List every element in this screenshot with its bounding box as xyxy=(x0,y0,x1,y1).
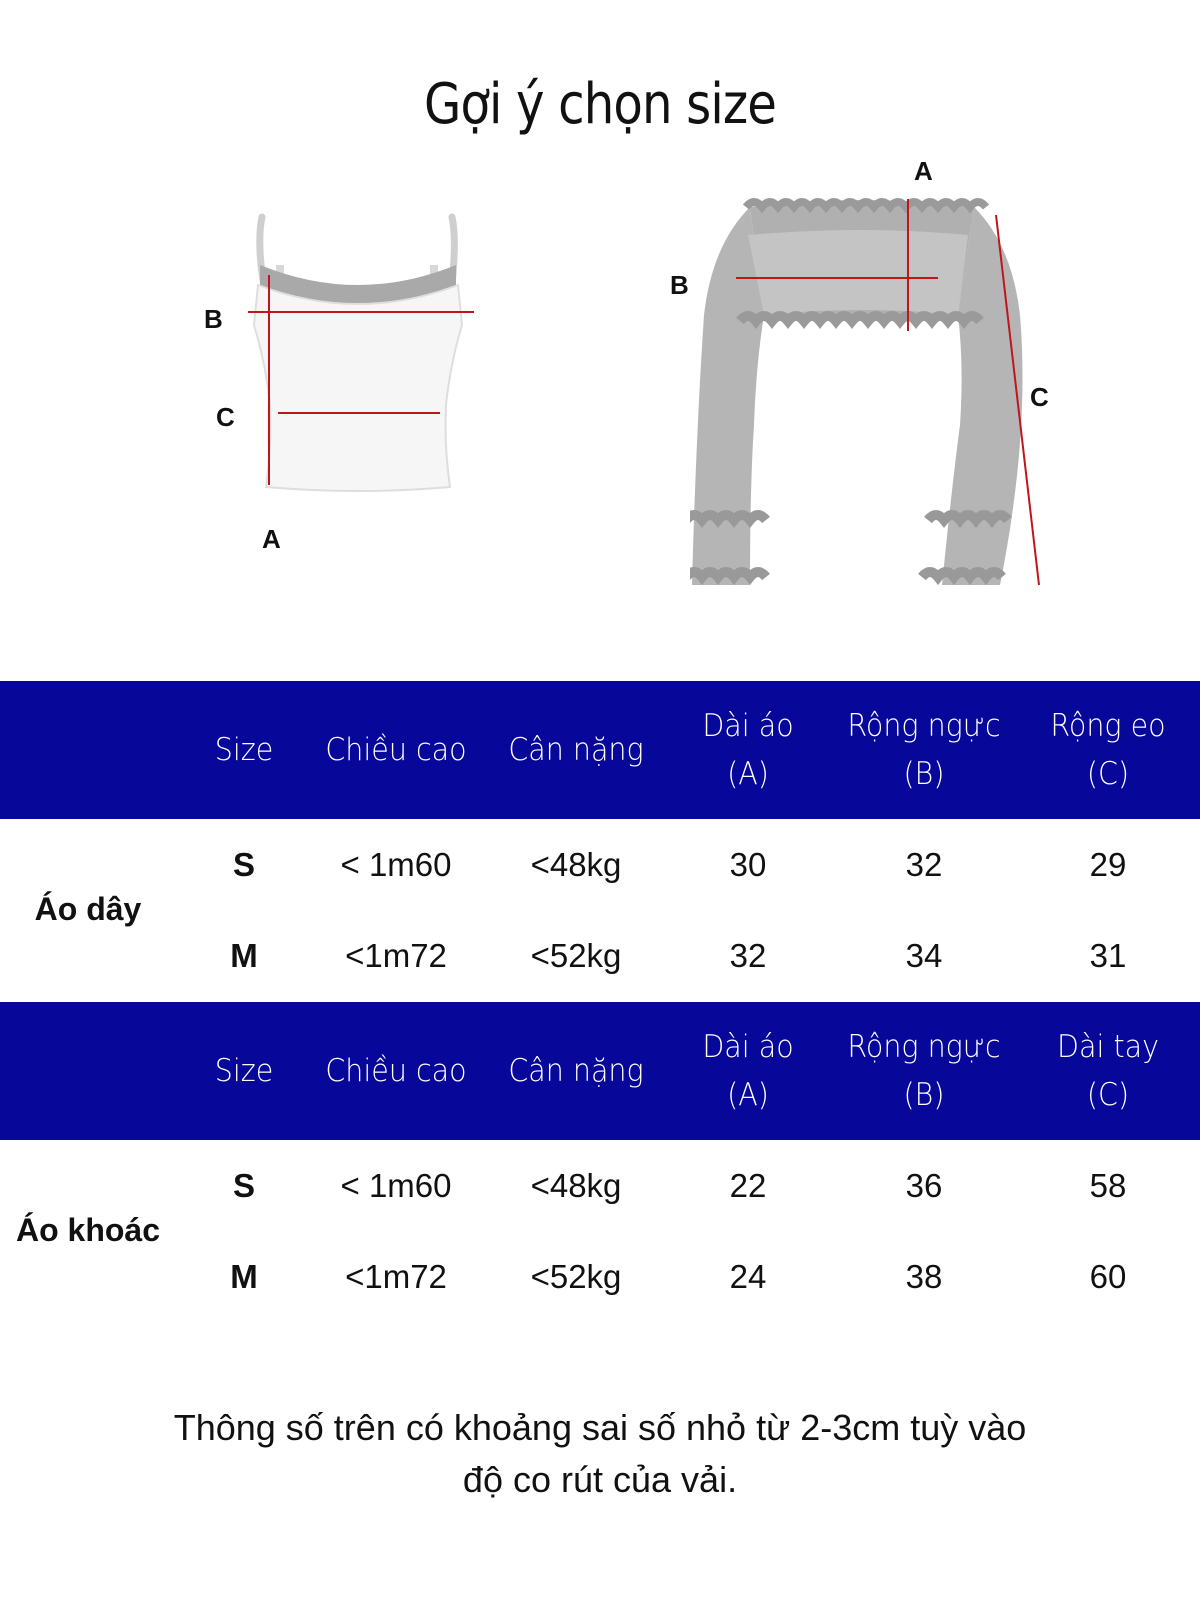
group-label-shrug: Áo khoác xyxy=(15,1212,161,1248)
header-size: Size xyxy=(214,1053,274,1089)
table-header-shrug xyxy=(0,1002,1200,1140)
shrug-label-a: A xyxy=(914,156,933,186)
header-length: Dài áo (A) xyxy=(702,708,794,792)
table-row: S < 1m60 <48kg 30 32 29 xyxy=(232,846,1127,883)
cami-label-a: A xyxy=(262,524,281,554)
header-height: Chiều cao xyxy=(325,732,467,768)
footnote-line-1: Thông số trên có khoảng sai số nhỏ từ 2-3cm tuỳ vào xyxy=(173,1407,1027,1448)
shrug-label-c: C xyxy=(1030,382,1049,412)
footnote-line-2: độ co rút của vải. xyxy=(462,1459,738,1500)
header-sleeve: Dài tay (C) xyxy=(1057,1029,1159,1113)
table-header-cami xyxy=(0,681,1200,819)
table-row: M <1m72 <52kg 24 38 60 xyxy=(230,1258,1127,1295)
header-length: Dài áo (A) xyxy=(702,1029,794,1113)
footnote xyxy=(0,1402,1200,1506)
shrug-diagram xyxy=(690,185,1050,615)
header-waist: Rộng eo (C) xyxy=(1050,708,1166,792)
cami-top-diagram xyxy=(230,205,490,505)
group-label-cami: Áo dây xyxy=(34,891,142,927)
header-chest: Rộng ngực (B) xyxy=(847,708,1001,792)
header-weight: Cân nặng xyxy=(508,732,644,768)
table-row: S < 1m60 <48kg 22 36 58 xyxy=(232,1167,1127,1204)
header-chest: Rộng ngực (B) xyxy=(847,1029,1001,1113)
header-height: Chiều cao xyxy=(325,1053,467,1089)
cami-label-c: C xyxy=(216,402,235,432)
header-weight: Cân nặng xyxy=(508,1053,644,1089)
cami-label-b: B xyxy=(204,304,223,334)
page-title: Gợi ý chọn size xyxy=(423,72,777,137)
table-row: M <1m72 <52kg 32 34 31 xyxy=(230,937,1127,974)
shrug-label-b: B xyxy=(670,270,689,300)
header-size: Size xyxy=(214,732,274,768)
